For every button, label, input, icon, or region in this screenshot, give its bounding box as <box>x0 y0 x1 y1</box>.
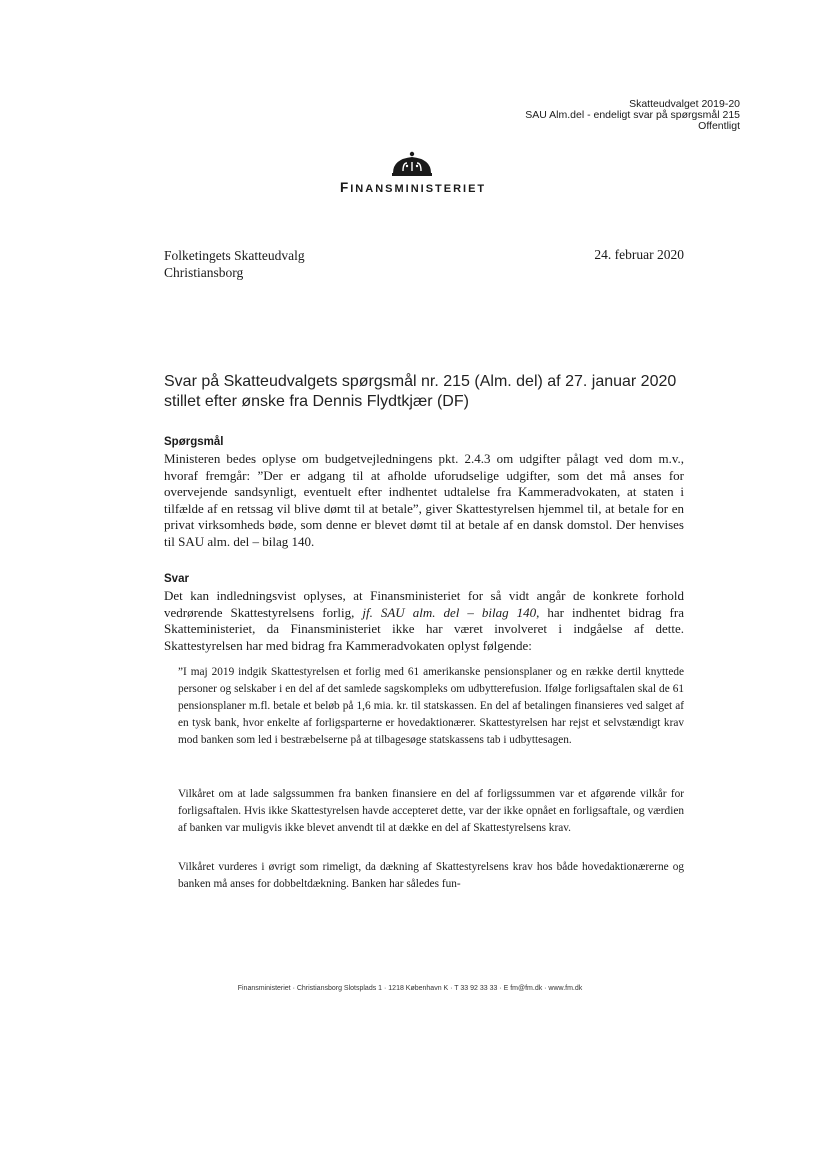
crown-logo-icon <box>389 151 435 177</box>
answer-text-intro: Det kan indledningsvist oplyses, at Finansministeriet for så vidt angår de konkrete forhold vedrørende Skattestyrelsens forlig, <box>164 588 684 620</box>
logo-name-rest: INANSMINISTERIET <box>350 183 487 195</box>
letter-date: 24. februar 2020 <box>594 247 684 262</box>
recipient-line-2: Christiansborg <box>164 265 244 280</box>
letter-subject: Svar på Skatteudvalgets spørgsmål nr. 215 (Alm. del) af 27. januar 2020 stillet efter ønske fra Dennis Flydtkjær (DF) <box>164 373 677 410</box>
question-heading: Spørgsmål <box>164 436 224 448</box>
answer-reference: jf. SAU alm. del – bilag 140 <box>362 604 537 620</box>
stamp-reference: SAU Alm.del - endeligt svar på spørgsmål 215 <box>525 109 740 121</box>
answer-text <box>164 588 684 654</box>
quote-paragraph-2: Vilkåret om at lade salgssummen fra banken finansiere en del af forligssummen var et afgørende vilkår for forligsaftalen. Hvis ikke Skattestyrelsen havde accepteret dette, var der ikke opnået en forligsaftale, og værdien af banken var muligvis ikke blevet anvendt til at dække en del af Skattestyrelsens krav. <box>178 788 684 834</box>
quote-paragraph-3: Vilkåret vurderes i øvrigt som rimeligt, da dækning af Skattestyrelsens krav hos både hovedaktionærerne og banken må anses for dobbeltdækning. Banken har således fun- <box>178 861 684 890</box>
ministry-logo-text <box>340 180 485 195</box>
question-text: Ministeren bedes oplyse om budgetvejledningens pkt. 2.4.3 om udgifter pålagt ved dom m.v., hvoraf fremgår: ”Der er adgang til at afholde uforudselige udgifter, som det må anses for overvejende sandsynligt, eventuelt efter indhentet udtalelse fra Kammeradvokaten, at staten i tilfælde af en retssag vil blive dømt til at betale”, giver Skattestyrelsen hjemmel til, at betale for en privat virksomheds bøde, som denne er blevet dømt til at betale af en dansk domstol. Der henvises til SAU alm. del – bilag 140. <box>164 451 684 549</box>
stamp-status: Offentligt <box>698 120 740 132</box>
page-footer: Finansministeriet · Christiansborg Slotsplads 1 · 1218 København K · T 33 92 33 33 · E fm@fm.dk · www.fm.dk <box>237 985 583 992</box>
stamp-committee: Skatteudvalget 2019-20 <box>629 98 740 110</box>
recipient-line-1: Folketingets Skatteudvalg <box>164 248 305 263</box>
journal-stamp <box>440 99 740 132</box>
answer-text-rest: , har indhentet bidrag fra Skatteministeriet, da Finansministeriet ikke har været involveret i indgåelse af dette. Skattestyrelsen har med bidrag fra Kammeradvokaten oplyst følgende: <box>164 604 684 653</box>
answer-heading: Svar <box>164 573 189 585</box>
quote-paragraph-1: ”I maj 2019 indgik Skattestyrelsen et forlig med 61 amerikanske pensionsplaner og en række dertil knyttede personer og selskaber i en del af det samlede sagskompleks om udbytterefusion. Ifølge forligsaftalen skal de 61 pensionsplaner m.fl. betale et beløb på 1,6 mia. kr. til statskassen. En del af betalingen finansieres ved salget af en tysk bank, hvor enkelte af forligsparterne er hovedaktionærer. Skattestyrelsen har rejst et selvstændigt krav mod banken som led i bestræbelserne på at tilbagesøge statskassens tab i udbyttesagen. <box>178 666 684 746</box>
logo-initial: F <box>340 180 351 195</box>
recipient-address <box>164 247 305 281</box>
